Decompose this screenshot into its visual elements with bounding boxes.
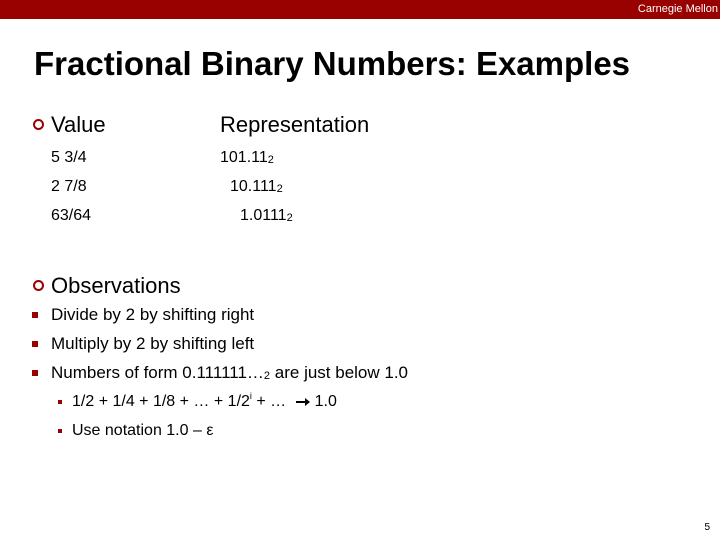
value-heading: Value: [51, 112, 106, 137]
square-bullet-icon: [32, 370, 38, 376]
representation-cell: [220, 148, 274, 169]
base-subscript: 2: [286, 212, 293, 224]
observation-item: Multiply by 2 by shifting left: [51, 334, 255, 353]
base-subscript: 2: [263, 370, 271, 382]
sub-observation-item: Use notation 1.0 – ε: [72, 422, 214, 439]
series-text: 1/2 + 1/4 + 1/8 + … + 1/2: [72, 393, 250, 410]
observation-text: are just below 1.0: [270, 363, 409, 382]
series-text: + …: [251, 393, 291, 410]
square-bullet-icon: [32, 341, 38, 347]
sub-observation-item: [72, 392, 337, 413]
value-cell: 5 3/4: [51, 149, 87, 166]
binary-digits: 101.11: [220, 149, 268, 166]
ring-bullet-icon: [33, 119, 44, 130]
value-cell: 2 7/8: [51, 178, 87, 195]
org-name: Carnegie Mellon: [637, 3, 718, 15]
slide-title: Fractional Binary Numbers: Examples: [34, 45, 631, 82]
square-bullet-icon: [58, 400, 62, 404]
square-bullet-icon: [58, 429, 62, 433]
base-subscript: 2: [267, 154, 274, 166]
exponent: i: [249, 391, 252, 401]
value-cell: 63/64: [51, 207, 92, 224]
observation-text: Numbers of form 0.111111…: [51, 363, 264, 382]
square-bullet-icon: [32, 312, 38, 318]
representation-heading: Representation: [220, 112, 370, 137]
binary-digits: 1.0111: [240, 207, 287, 224]
header-bar: [0, 0, 720, 19]
right-arrow-icon: [295, 397, 311, 407]
observation-item: Divide by 2 by shifting right: [51, 305, 255, 324]
base-subscript: 2: [276, 183, 283, 195]
representation-cell: [230, 177, 283, 198]
observations-heading: Observations: [51, 273, 181, 298]
binary-digits: 10.111: [230, 178, 277, 195]
representation-cell: [240, 206, 293, 227]
page-number: 5: [704, 522, 710, 533]
series-limit: 1.0: [314, 393, 337, 410]
observation-item: [51, 363, 408, 385]
ring-bullet-icon: [33, 280, 44, 291]
